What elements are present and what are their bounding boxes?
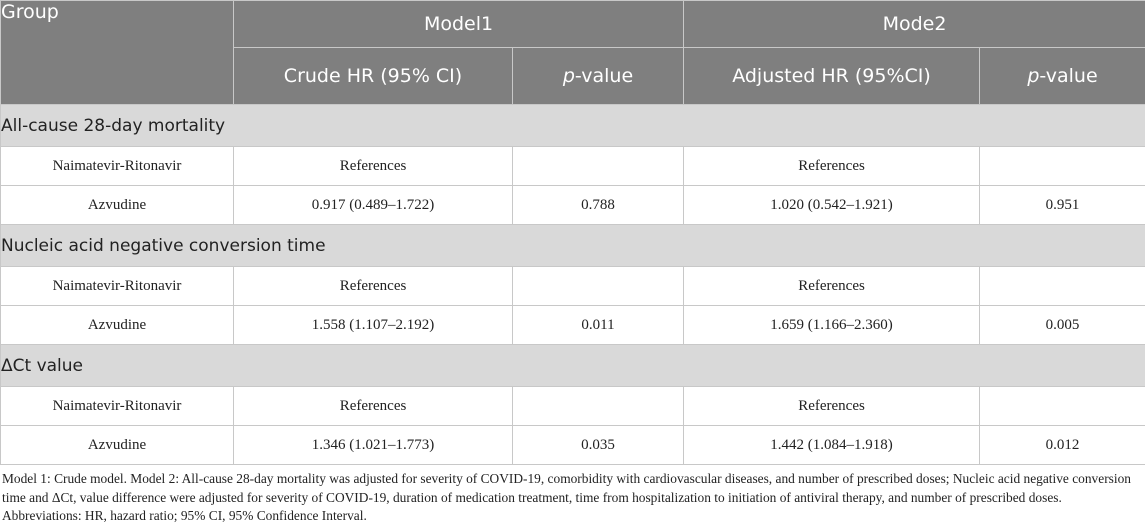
group-cell: Azvudine — [1, 426, 234, 465]
table-row — [1, 147, 1145, 186]
p2-cell — [980, 147, 1145, 186]
p1-cell — [513, 147, 684, 186]
group-cell: Azvudine — [1, 186, 234, 225]
group-header: Group — [1, 1, 234, 105]
p1-cell: 0.035 — [513, 426, 684, 465]
section-row — [1, 105, 1145, 147]
table-row — [1, 267, 1145, 306]
p2-cell — [980, 267, 1145, 306]
model1-header: Model1 — [234, 1, 684, 48]
table-row — [1, 426, 1145, 465]
p-value-header-2 — [980, 48, 1145, 105]
header-row-1 — [1, 1, 1145, 48]
crude-hr-cell: 1.558 (1.107–2.192) — [234, 306, 513, 345]
model2-header: Mode2 — [684, 1, 1145, 48]
group-cell: Naimatevir-Ritonavir — [1, 147, 234, 186]
p2-cell: 0.951 — [980, 186, 1145, 225]
crude-hr-cell: 0.917 (0.489–1.722) — [234, 186, 513, 225]
p-italic: p — [563, 65, 575, 87]
p1-cell — [513, 267, 684, 306]
group-cell: Azvudine — [1, 306, 234, 345]
adj-hr-cell: References — [684, 147, 980, 186]
p-suffix: -value — [575, 65, 633, 87]
adjusted-hr-header: Adjusted HR (95%CI) — [684, 48, 980, 105]
section-title: All-cause 28-day mortality — [1, 105, 1145, 147]
group-cell: Naimatevir-Ritonavir — [1, 267, 234, 306]
section-row — [1, 345, 1145, 387]
table-footnote: Model 1: Crude model. Model 2: All-cause 28-day mortality was adjusted for severity of COVID-19, comorbidity with cardiovascular diseases, and number of prescribed doses; Nucleic acid negative conversion time and ΔCt, value difference were adjusted for severity of COVID-19, duration of medication treatment, time from hospitalization to initiation of antiviral therapy, and number of prescribed doses. Abbreviations: HR, hazard ratio; 95% CI, 95% Confidence Interval. — [0, 465, 1145, 526]
section-row — [1, 225, 1145, 267]
crude-hr-cell: References — [234, 387, 513, 426]
table-row — [1, 387, 1145, 426]
table-row — [1, 186, 1145, 225]
adj-hr-cell: 1.020 (0.542–1.921) — [684, 186, 980, 225]
adj-hr-cell: References — [684, 267, 980, 306]
group-cell: Naimatevir-Ritonavir — [1, 387, 234, 426]
crude-hr-header: Crude HR (95% CI) — [234, 48, 513, 105]
section-title: ΔCt value — [1, 345, 1145, 387]
p2-cell: 0.012 — [980, 426, 1145, 465]
p1-cell: 0.788 — [513, 186, 684, 225]
crude-hr-cell: References — [234, 267, 513, 306]
p1-cell: 0.011 — [513, 306, 684, 345]
p2-cell: 0.005 — [980, 306, 1145, 345]
crude-hr-cell: 1.346 (1.021–1.773) — [234, 426, 513, 465]
adj-hr-cell: 1.659 (1.166–2.360) — [684, 306, 980, 345]
p2-cell — [980, 387, 1145, 426]
table-row — [1, 306, 1145, 345]
p1-cell — [513, 387, 684, 426]
section-title: Nucleic acid negative conversion time — [1, 225, 1145, 267]
adj-hr-cell: 1.442 (1.084–1.918) — [684, 426, 980, 465]
adj-hr-cell: References — [684, 387, 980, 426]
p-italic: p — [1027, 65, 1039, 87]
p-value-header-1 — [513, 48, 684, 105]
p-suffix: -value — [1039, 65, 1097, 87]
crude-hr-cell: References — [234, 147, 513, 186]
